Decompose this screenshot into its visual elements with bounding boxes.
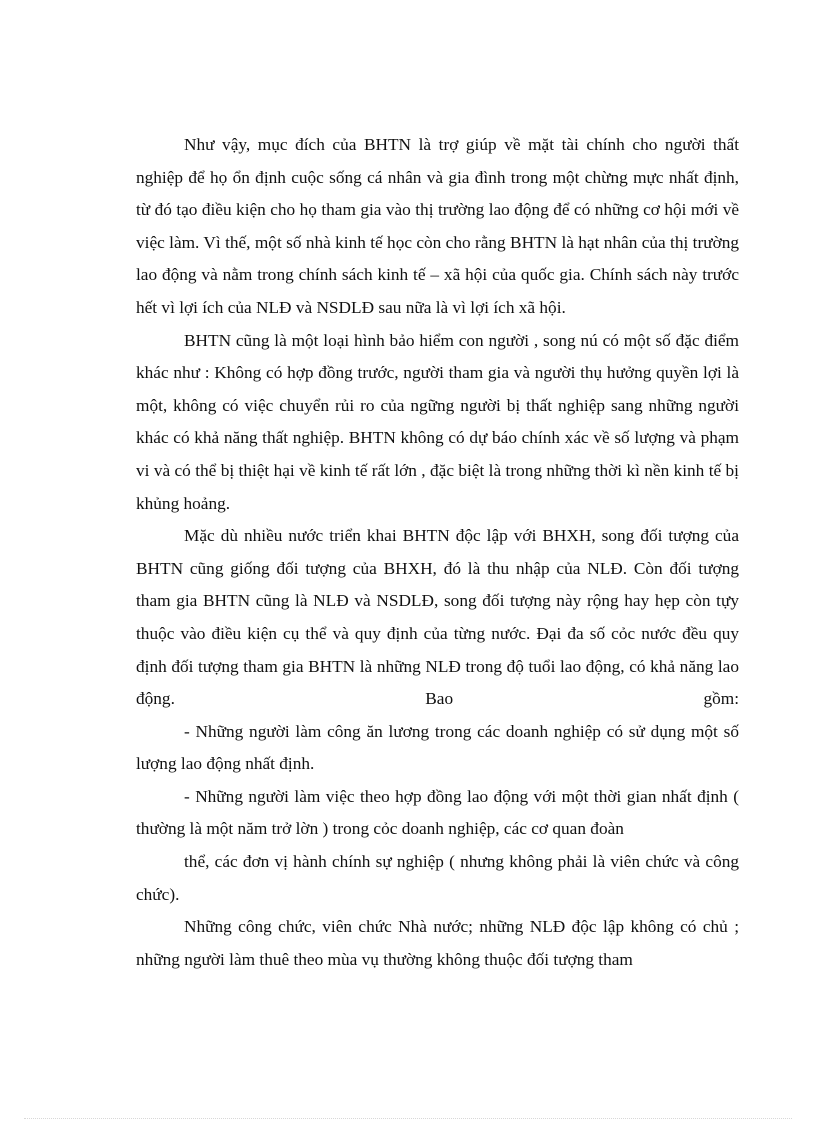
list-item-contract-workers-continued: thể, các đơn vị hành chính sự nghiệp ( nhưng không phải là viên chức và công chức).	[136, 852, 739, 904]
paragraph-purpose: Như vậy, mục đích của BHTN là trợ giúp về mặt tài chính cho người thất nghiệp để họ ổn định cuộc sống cá nhân và gia đình trong một chừng mực nhất định, từ đó tạo điều kiện cho họ tham gia vào thị trường lao động để có những cơ hội mới về việc làm. Vì thế, một số nhà kinh tế học còn cho rằng BHTN là hạt nhân của thị trường lao động và nằm trong chính sách kinh tế – xã hội của quốc gia. Chính sách này trước hết vì lợi ích của NLĐ và NSDLĐ sau nữa là vì lợi ích xã hội.	[136, 135, 739, 317]
list-item-contract-workers: - Những người làm việc theo hợp đồng lao động với một thời gian nhất định ( thường là một năm trở lờn ) trong cỏc doanh nghiệp, các cơ quan đoàn	[136, 786, 739, 839]
paragraph-subjects: Mặc dù nhiều nước triển khai BHTN độc lập với BHXH, song đối tượng của BHTN cũng giống đối tượng của BHXH, đó là thu nhập của NLĐ. Còn đối tượng tham gia BHTN cũng là NLĐ và NSDLĐ, song đối tượng này rộng hay hẹp còn tựy thuộc vào điều kiện cụ thể và quy định của từng nước. Đại đa số cỏc nước đều quy định đối tượng tham gia BHTN là những NLĐ trong độ tuổi lao động, có khả năng lao động. Bao gồm:	[136, 526, 739, 709]
paragraph-characteristics: BHTN cũng là một loại hình bảo hiểm con người , song nú có một số đặc điểm khác như : Không có hợp đồng trước, người tham gia và người thụ hưởng quyền lợi là một, không có việc chuyển rủi ro của ngững người bị thất nghiệp sang những người khác có khả năng thất nghiệp. BHTN không có dự báo chính xác về số lượng và phạm vi và có thể bị thiệt hại về kinh tế rất lớn , đặc biệt là trong những thời kì nền kinh tế bị khủng hoảng.	[136, 330, 739, 513]
body-text	[136, 129, 739, 976]
paragraph-excluded-groups: Những công chức, viên chức Nhà nước; những NLĐ độc lập không có chủ ; những người làm thuê theo mùa vụ thường không thuộc đối tượng tham	[136, 917, 739, 969]
page-bottom-divider	[24, 1118, 792, 1119]
list-item-salaried-workers: - Những người làm công ăn lương trong các doanh nghiệp có sử dụng một số lượng lao động nhất định.	[136, 721, 739, 774]
